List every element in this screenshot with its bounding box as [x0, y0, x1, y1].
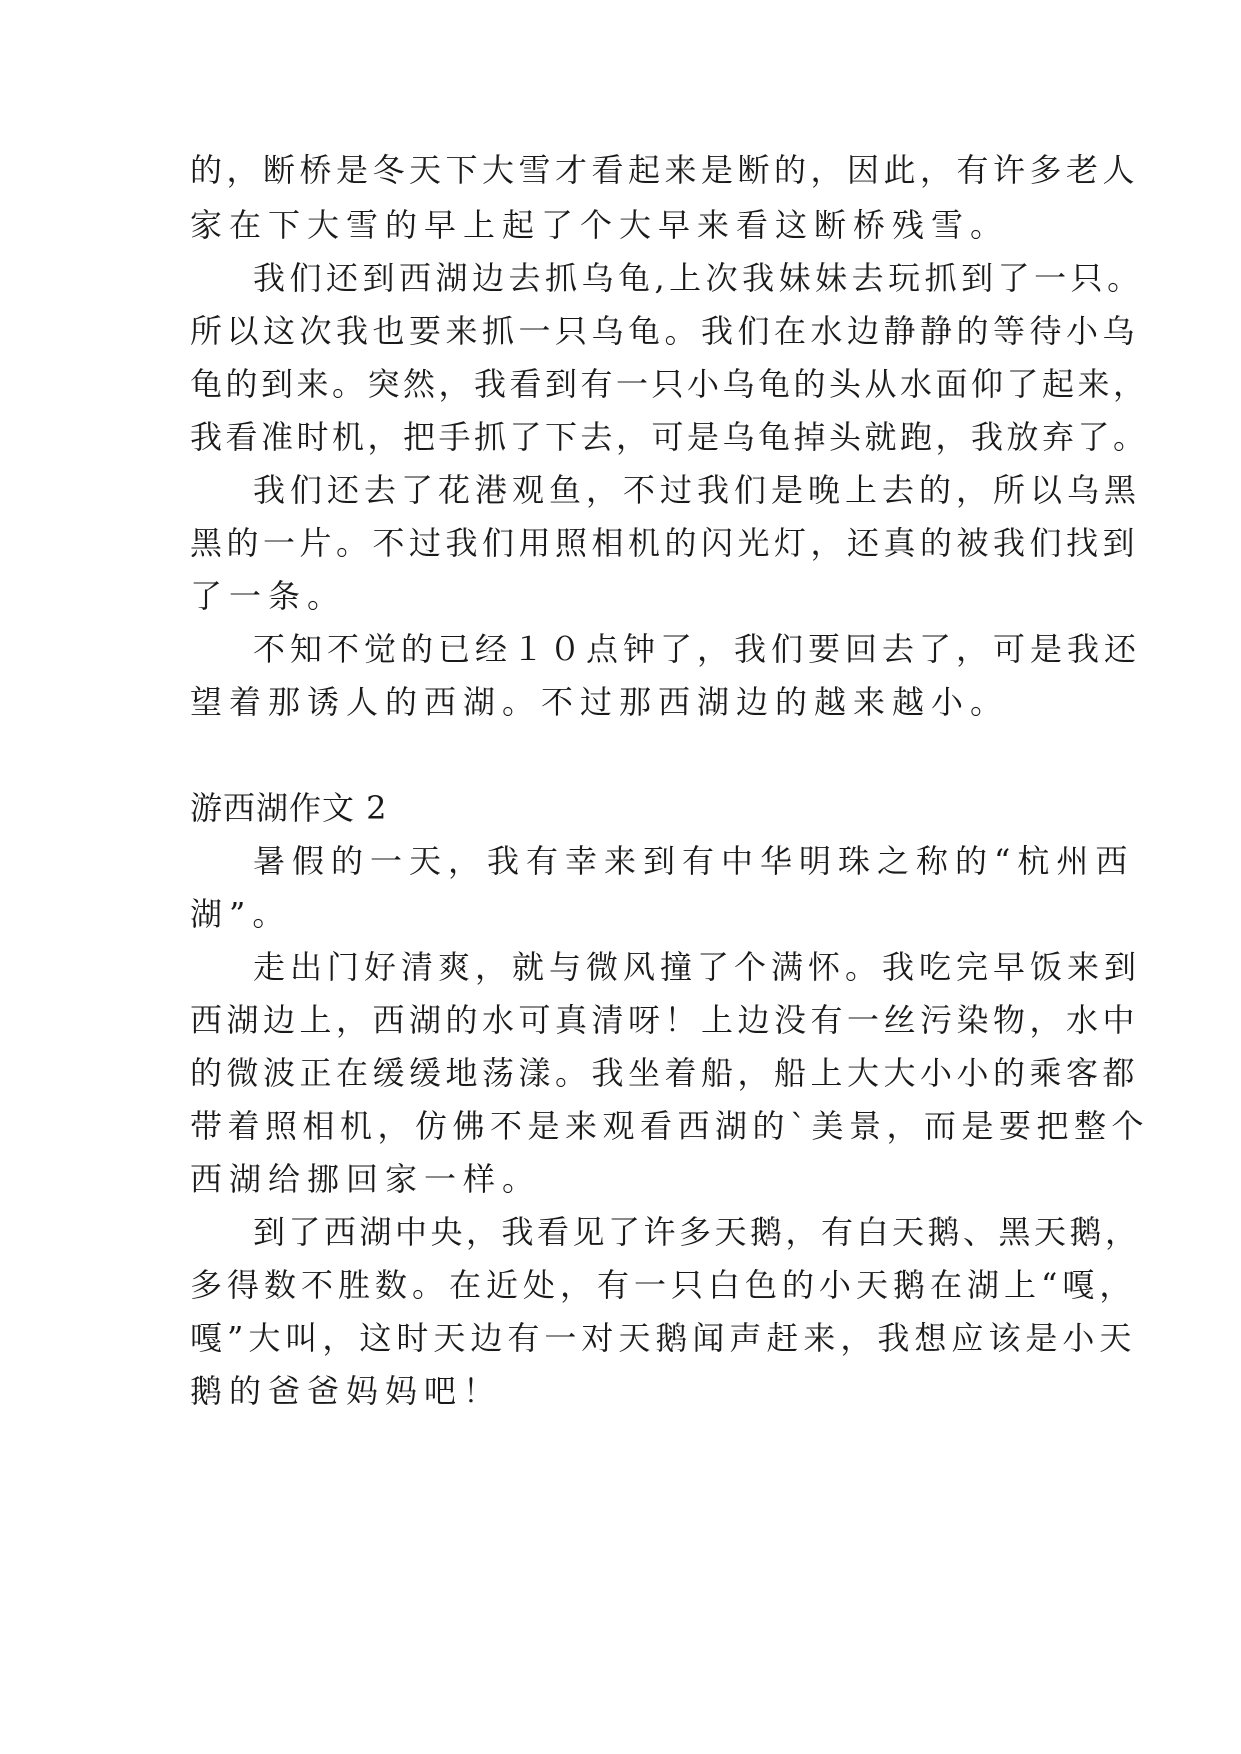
text-line: 的微波正在缓缓地荡漾。我坐着船，船上大大小小的乘客都 — [190, 1054, 1140, 1092]
text-line: 走出门好清爽，就与微风撞了个满怀。我吃完早饭来到 — [253, 948, 1142, 986]
text-line: 我们还去了花港观鱼，不过我们是晚上去的，所以乌黑 — [253, 471, 1142, 509]
text-line: 鹅的爸爸妈妈吧！ — [190, 1372, 503, 1410]
text-line: 的，断桥是冬天下大雪才看起来是断的，因此，有许多老人 — [190, 151, 1140, 189]
text-line: 不知不觉的已经１０点钟了，我们要回去了，可是我还 — [253, 630, 1142, 668]
text-line: 嘎”大叫，这时天边有一对天鹅闻声赶来，我想应该是小天 — [190, 1319, 1137, 1357]
text-line: 到了西湖中央，我看见了许多天鹅，有白天鹅、黑天鹅， — [253, 1213, 1141, 1251]
text-line: 家在下大雪的早上起了个大早来看这断桥残雪。 — [190, 206, 1010, 244]
text-line: 西湖边上，西湖的水可真清呀！上边没有一丝污染物，水中 — [190, 1001, 1140, 1039]
text-line: 带着照相机，仿佛不是来观看西湖的`美景，而是要把整个 — [190, 1107, 1150, 1145]
text-line: 我们还到西湖边去抓乌龟,上次我妹妹去玩抓到了一只。 — [253, 259, 1144, 297]
text-line: 湖”。 — [190, 895, 292, 933]
text-line: 望着那诱人的西湖。不过那西湖边的越来越小。 — [190, 683, 1010, 721]
text-line: 所以这次我也要来抓一只乌龟。我们在水边静静的等待小乌 — [190, 312, 1140, 350]
text-line: 黑的一片。不过我们用照相机的闪光灯，还真的被我们找到 — [190, 524, 1140, 562]
text-line: 了一条。 — [190, 577, 347, 615]
text-line: 龟的到来。突然，我看到有一只小乌龟的头从水面仰了起来， — [190, 365, 1149, 403]
text-line: 多得数不胜数。在近处，有一只白色的小天鹅在湖上“嘎， — [190, 1266, 1137, 1304]
text-line: 暑假的一天，我有幸来到有中华明珠之称的“杭州西 — [253, 842, 1135, 880]
section-heading: 游西湖作文 2 — [190, 789, 388, 827]
text-line: 我看准时机，把手抓了下去，可是乌龟掉头就跑，我放弃了。 — [190, 418, 1149, 456]
text-line: 西湖给挪回家一样。 — [190, 1160, 542, 1198]
